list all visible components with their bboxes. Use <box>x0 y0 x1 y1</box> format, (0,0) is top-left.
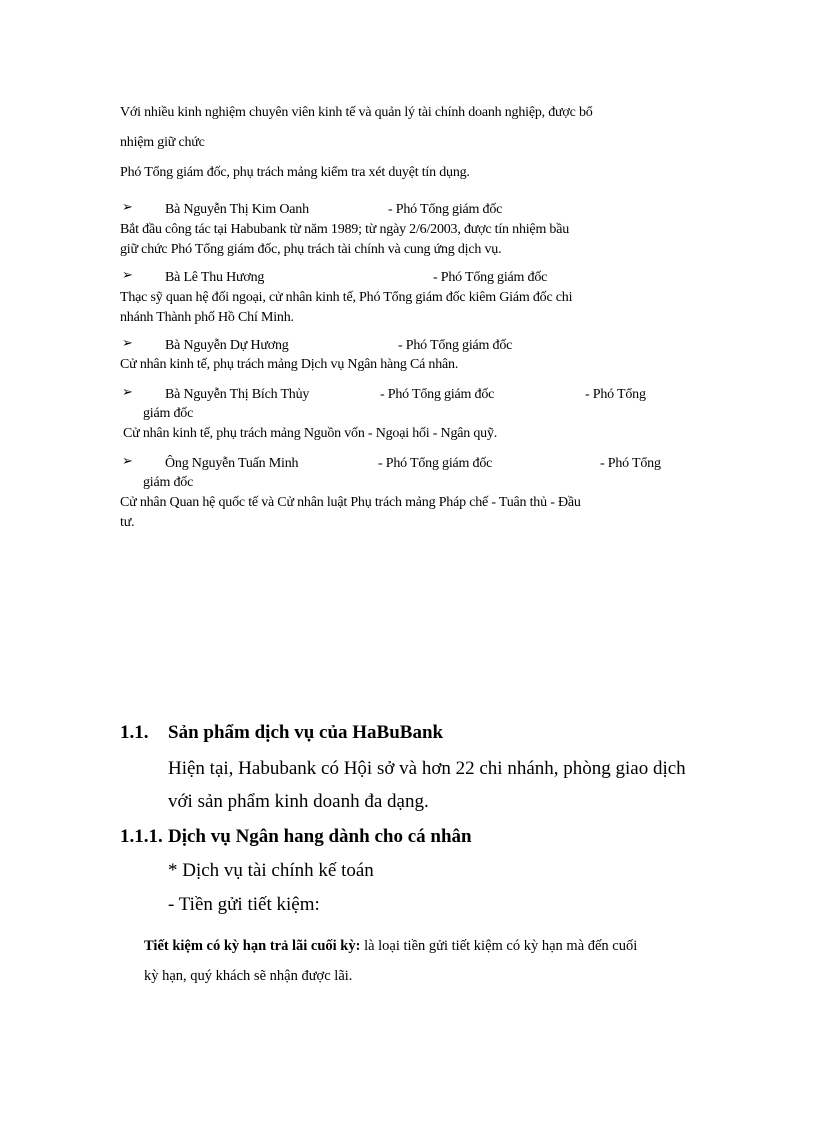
list-item: * Dịch vụ tài chính kế toán <box>168 860 374 881</box>
arrow-bullet-icon: ➢ <box>122 336 133 351</box>
person-name: Bà Lê Thu Hương <box>165 270 265 285</box>
person-name: Ông Nguyễn Tuấn Minh <box>165 456 299 471</box>
arrow-bullet-icon: ➢ <box>122 385 133 400</box>
intro-line-1: Với nhiều kinh nghiệm chuyên viên kinh tế và quản lý tài chính doanh nghiệp, được bổ <box>120 105 593 120</box>
arrow-bullet-icon: ➢ <box>122 268 133 283</box>
person-name: Bà Nguyễn Thị Bích Thủy <box>165 387 310 402</box>
intro-line-2: nhiệm giữ chức <box>120 135 205 150</box>
person-role-extra: - Phó Tổng <box>600 456 661 471</box>
subsection-title: Dịch vụ Ngân hang dành cho cá nhân <box>168 826 472 847</box>
person-role: - Phó Tổng giám đốc <box>378 456 493 471</box>
definition-text: là loại tiền gửi tiết kiệm có kỳ hạn mà đến cuối <box>360 938 638 954</box>
person-desc: giữ chức Phó Tổng giám đốc, phụ trách tài chính và cung ứng dịch vụ. <box>120 242 502 257</box>
definition-line-1 <box>144 938 637 955</box>
definition-term: Tiết kiệm có kỳ hạn trả lãi cuối kỳ: <box>144 938 361 954</box>
person-name: Bà Nguyễn Thị Kim Oanh <box>165 202 309 217</box>
section-paragraph: với sản phẩm kinh doanh đa dạng. <box>168 791 429 812</box>
section-paragraph: Hiện tại, Habubank có Hội sở và hơn 22 chi nhánh, phòng giao dịch <box>168 758 686 779</box>
person-role-cont: giám đốc <box>143 475 194 490</box>
person-desc: Cử nhân Quan hệ quốc tế và Cử nhân luật Phụ trách mảng Pháp chế - Tuân thủ - Đầu <box>120 495 581 510</box>
list-item: - Tiền gửi tiết kiệm: <box>168 894 320 915</box>
section-title: Sản phẩm dịch vụ của HaBuBank <box>168 722 444 743</box>
person-role-cont: giám đốc <box>143 406 194 421</box>
person-desc: Cử nhân kinh tế, phụ trách mảng Nguồn vốn - Ngoại hối - Ngân quỹ. <box>123 426 498 441</box>
arrow-bullet-icon: ➢ <box>122 454 133 469</box>
person-role: - Phó Tổng giám đốc <box>398 338 513 353</box>
section-number: 1.1. <box>120 722 149 743</box>
person-desc: nhánh Thành phố Hồ Chí Minh. <box>120 310 294 325</box>
person-role: - Phó Tổng giám đốc <box>433 270 548 285</box>
person-desc: Cử nhân kinh tế, phụ trách mảng Dịch vụ Ngân hàng Cá nhân. <box>120 357 459 372</box>
person-role-extra: - Phó Tổng <box>585 387 646 402</box>
definition-line-2: kỳ hạn, quý khách sẽ nhận được lãi. <box>144 968 353 984</box>
person-role: - Phó Tổng giám đốc <box>388 202 503 217</box>
person-role: - Phó Tổng giám đốc <box>380 387 495 402</box>
arrow-bullet-icon: ➢ <box>122 200 133 215</box>
person-name: Bà Nguyễn Dự Hương <box>165 338 289 353</box>
intro-line-3: Phó Tổng giám đốc, phụ trách mảng kiểm tra xét duyệt tín dụng. <box>120 165 470 180</box>
person-desc: Bắt đầu công tác tại Habubank từ năm 1989; từ ngày 2/6/2003, được tín nhiệm bầu <box>120 222 570 237</box>
person-desc: tư. <box>120 515 135 530</box>
person-desc: Thạc sỹ quan hệ đối ngoại, cử nhân kinh tế, Phó Tổng giám đốc kiêm Giám đốc chi <box>120 290 573 305</box>
subsection-number: 1.1.1. <box>120 826 163 847</box>
